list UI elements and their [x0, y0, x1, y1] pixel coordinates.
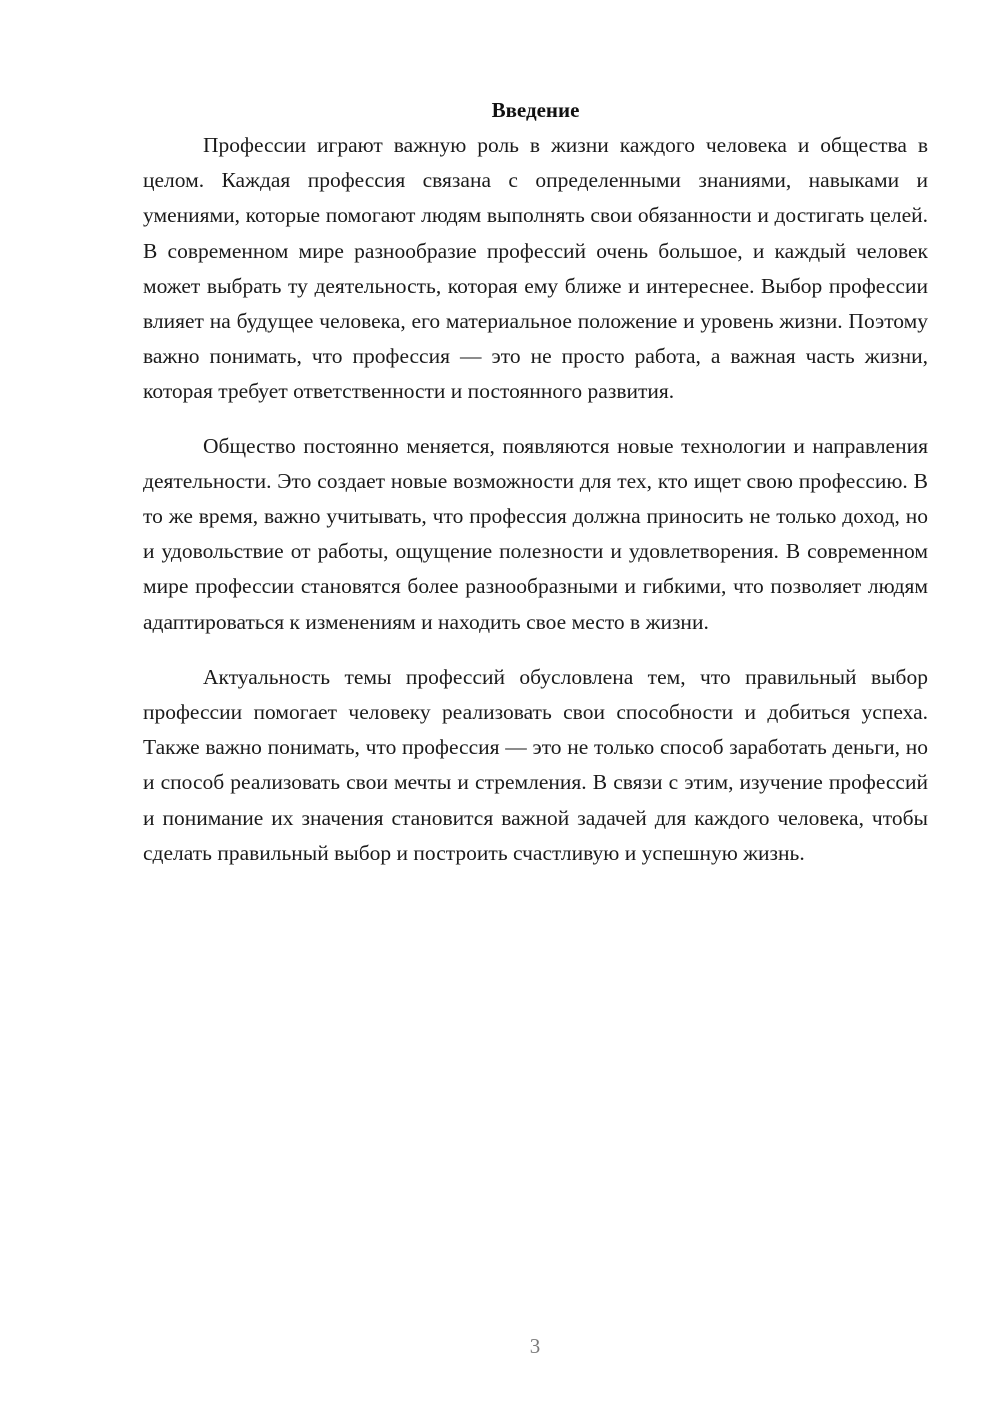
- paragraph-3: Актуальность темы профессий обусловлена тем, что правильный выбор профессии помогает человеку реализовать свои способности и добиться успеха. Также важно понимать, что профессия — это не только способ заработать деньги, но и способ реализовать свои мечты и стремления. В связи с этим, изучение профессий и понимание их значения становится важной задачей для каждого человека, чтобы сделать правильный выбор и построить счастливую и успешную жизнь.: [143, 664, 928, 865]
- page-content: [143, 93, 928, 871]
- paragraph-1: Профессии играют важную роль в жизни каждого человека и общества в целом. Каждая профессия связана с определенными знаниями, навыками и умениями, которые помогают людям выполнять свои обязанности и достигать целей. В современном мире разнообразие профессий очень большое, и каждый человек может выбрать ту деятельность, которая ему ближе и интереснее. Выбор профессии влияет на будущее человека, его материальное положение и уровень жизни. Поэтому важно понимать, что профессия — это не просто работа, а важная часть жизни, которая требует ответственности и постоянного развития.: [143, 133, 928, 404]
- section-heading: Введение: [491, 98, 580, 122]
- page-number: 3: [529, 1334, 541, 1358]
- paragraph-2: Общество постоянно меняется, появляются новые технологии и направления деятельности. Это создает новые возможности для тех, кто ищет свою профессию. В то же время, важно учитывать, что профессия должна приносить не только доход, но и удовольствие от работы, ощущение полезности и удовлетворения. В современном мире профессии становятся более разнообразными и гибкими, что позволяет людям адаптироваться к изменениям и находить свое место в жизни.: [143, 433, 928, 634]
